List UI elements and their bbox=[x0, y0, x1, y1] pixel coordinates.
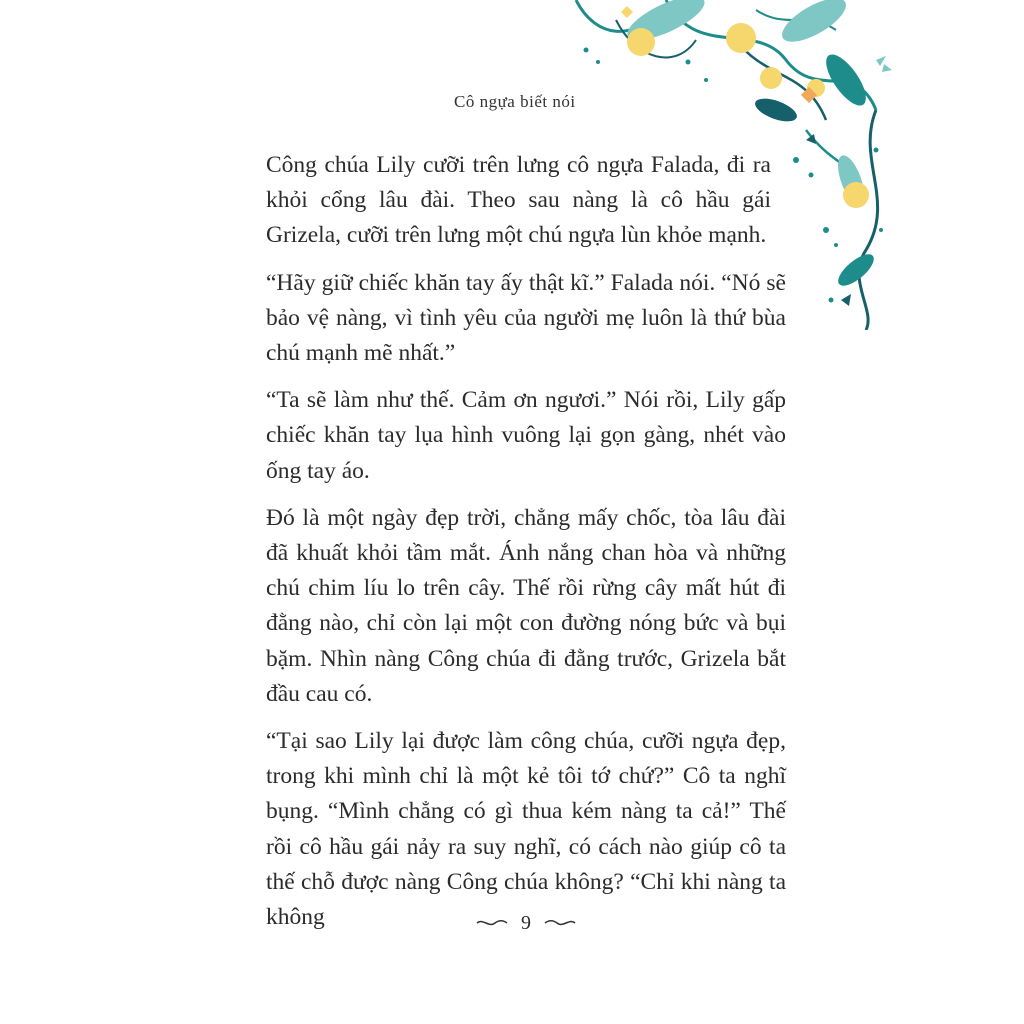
paragraph-3: “Ta sẽ làm như thế. Cảm ơn ngươi.” Nói rồi, Lily gấp chiếc khăn tay lụa hình vuông lại gọn gàng, nhét vào ống tay áo. bbox=[266, 387, 786, 484]
paragraph-4: Đó là một ngày đẹp trời, chẳng mấy chốc, tòa lâu đài đã khuất khỏi tầm mắt. Ánh nắng chan hòa và những chú chim líu lo trên cây. Thế rồi rừng cây mất hút đi đằng nào, chỉ còn lại một con đường nóng bức và bụi bặm. Nhìn nàng Công chúa đi đằng trước, Grizela bắt đầu cau có. bbox=[266, 504, 786, 707]
paragraph-5: “Tại sao Lily lại được làm công chúa, cưỡi ngựa đẹp, trong khi mình chỉ là một kẻ tôi tớ chứ?” Cô ta nghĩ bụng. “Mình chẳng có gì thua kém nàng ta cả!” Thế rồi cô hầu gái nảy ra suy nghĩ, có cách nào giúp cô ta thế chỗ được nàng Công chúa không? “Chỉ khi nàng ta không bbox=[266, 728, 786, 931]
paragraph-2: “Hãy giữ chiếc khăn tay ấy thật kĩ.” Falada nói. “Nó sẽ bảo vệ nàng, vì tình yêu của người mẹ luôn là thứ bùa chú mạnh mẽ nhất.” bbox=[266, 269, 786, 367]
right-flourish-icon bbox=[543, 916, 577, 930]
running-header-title: Cô ngựa biết nói bbox=[454, 92, 576, 111]
page-number: 9 bbox=[521, 911, 531, 934]
page-footer bbox=[456, 908, 596, 938]
paragraph-1: Công chúa Lily cưỡi trên lưng cô ngựa Falada, đi ra khỏi cổng lâu đài. Theo sau nàng là cô hầu gái Grizela, cưỡi trên lưng một chú ngựa lùn khỏe mạnh. bbox=[266, 152, 771, 249]
left-flourish-icon bbox=[475, 916, 509, 930]
body-text bbox=[266, 148, 786, 947]
